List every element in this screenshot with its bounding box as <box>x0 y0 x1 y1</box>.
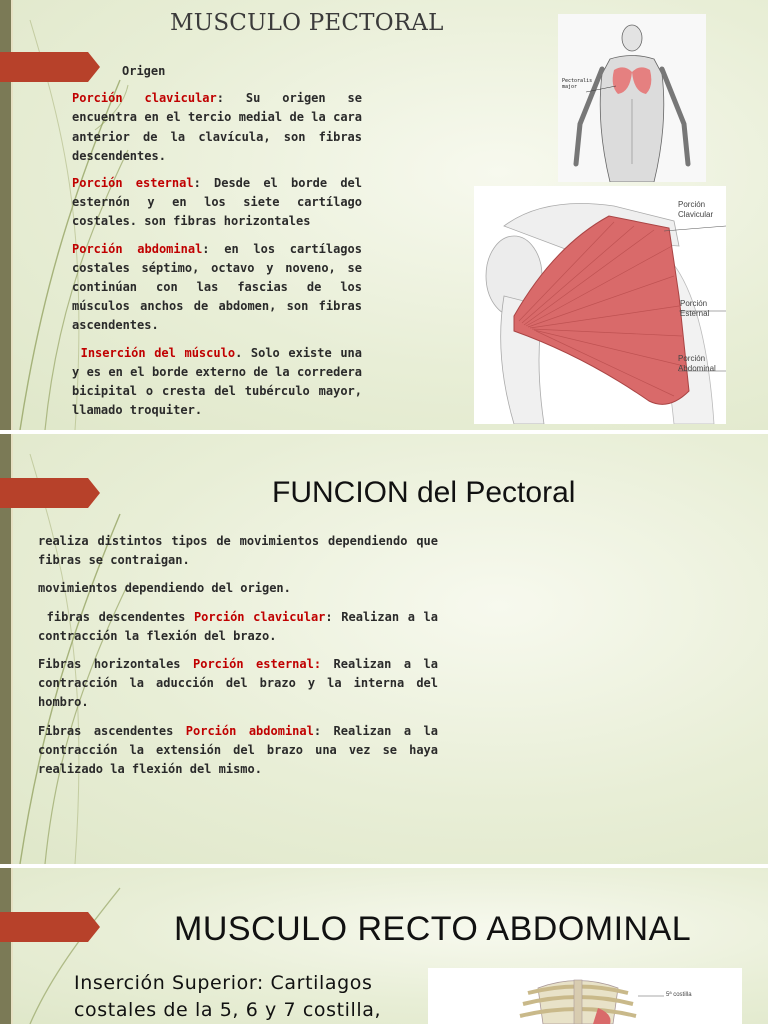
slide-recto-abdominal <box>0 868 768 1024</box>
term-porcion-esternal: Porción esternal: <box>193 657 322 672</box>
paragraph-horizontales: Fibras horizontales Porción esternal: Realizan a la contracción la aducción del brazo y la interna del hombro. <box>38 657 438 710</box>
slide-body: Inserción Superior: Cartilagos costales de la 5, 6 y 7 costilla, <box>74 972 382 1021</box>
label-porcion-abdominal: Porción Abdominal <box>678 354 716 373</box>
paragraph-esternal: Porción esternal: Desde el borde del esternón y en los siete cartílago costales. son fibras horizontales <box>72 176 362 229</box>
slide-marker-tab <box>0 478 100 508</box>
body-figure-image <box>558 14 706 182</box>
paragraph-ascendentes: Fibras ascendentes Porción abdominal: Realizan a la contracción la extensión del brazo una vez se haya realizado la flexión del mismo. <box>38 723 438 777</box>
slide-body <box>72 62 362 428</box>
term-insercion: Inserción del músculo <box>72 345 236 360</box>
paragraph-intro: realiza distintos tipos de movimientos dependiendo que fibras se contraigan. <box>38 534 438 568</box>
slide-marker-tab <box>0 912 100 942</box>
pectoralis-label: Pectoralis major <box>562 78 593 90</box>
slide-rail-line <box>11 868 13 1024</box>
rib-cage-image <box>428 968 742 1024</box>
label-porcion-esternal: Porción Esternal <box>680 299 710 318</box>
term-porcion-abdominal: Porción abdominal <box>72 241 203 256</box>
rib-label: 5ª costilla <box>666 992 692 998</box>
term-porcion-clavicular: Porción clavicular <box>72 91 217 106</box>
slide-left-rail <box>0 868 11 1024</box>
slide-pectoral-function <box>0 434 768 864</box>
slide-title: MUSCULO RECTO ABDOMINAL <box>174 910 692 948</box>
term-porcion-clavicular: Porción clavicular <box>193 609 326 624</box>
paragraph-clavicular: Porción clavicular: Su origen se encuentra en el tercio medial de la cara anterior de la clavícula, son fibras descendentes. <box>72 91 362 163</box>
origin-heading: Origen <box>122 64 166 78</box>
term-porcion-abdominal: Porción abdominal <box>185 723 314 738</box>
rib-cage-illustration <box>428 968 742 1024</box>
pectoral-portions-image <box>474 186 726 424</box>
slide-title: FUNCION del Pectoral <box>272 476 576 509</box>
anatomy-body-illustration <box>558 14 706 182</box>
slide-title: MUSCULO PECTORAL <box>170 10 444 36</box>
slide-body <box>38 532 438 787</box>
paragraph-origin: movimientos dependiendo del origen. <box>38 581 291 596</box>
paragraph-abdominal: Porción abdominal: en los cartílagos costales séptimo, octavo y noveno, se continúan con las fascias de los músculos anchos de abdomen, son fibras ascendentes. <box>72 241 362 333</box>
label-porcion-clavicular: Porción Clavicular <box>678 200 714 219</box>
slide-pectoral-origin <box>0 0 768 430</box>
term-porcion-esternal: Porción esternal <box>72 176 194 191</box>
paragraph-insercion: Inserción del músculo. Solo existe una y es en el borde externo de la corredera bicipital o cresta del tubérculo mayor, llamado troquiter. <box>72 345 362 418</box>
paragraph-descendentes: fibras descendentes Porción clavicular: Realizan a la contracción la flexión del brazo. <box>38 609 438 643</box>
